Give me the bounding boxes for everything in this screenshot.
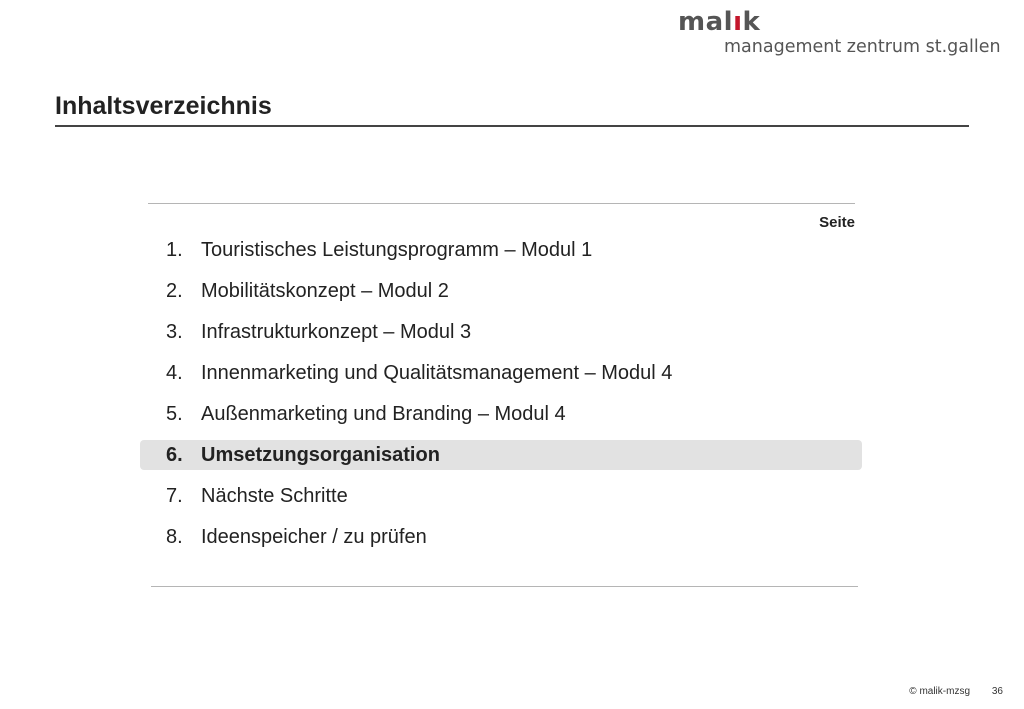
logo-wordmark-part: k — [742, 7, 761, 37]
toc-item-label: Außenmarketing und Branding – Modul 4 — [201, 403, 566, 425]
toc-item-number: 5. — [166, 403, 183, 425]
toc-item-label: Nächste Schritte — [201, 485, 348, 507]
toc-item-number: 1. — [166, 239, 183, 261]
toc-item-number: 8. — [166, 526, 183, 548]
toc-item[interactable] — [140, 276, 862, 306]
page-column-label: Seite — [819, 214, 855, 231]
toc-item-label: Innenmarketing und Qualitätsmanagement – Modul 4 — [201, 362, 673, 384]
toc-item[interactable] — [140, 358, 862, 388]
footer-page-number: 36 — [991, 686, 1003, 697]
table-of-contents — [140, 235, 862, 563]
toc-bottom-divider — [151, 586, 858, 587]
malik-logo — [672, 6, 1001, 58]
toc-item-label: Ideenspeicher / zu prüfen — [201, 526, 427, 548]
toc-item-label: Mobilitätskonzept – Modul 2 — [201, 280, 449, 302]
logo-wordmark-part: mal — [678, 7, 734, 37]
toc-item[interactable] — [140, 481, 862, 511]
toc-item-label: Touristisches Leistungsprogramm – Modul 1 — [201, 239, 593, 261]
logo-wordmark-accent: ı — [733, 7, 743, 37]
toc-item-number: 2. — [166, 280, 183, 302]
toc-item-label: Umsetzungsorganisation — [201, 444, 440, 466]
toc-item-number: 6. — [166, 444, 183, 466]
logo-subtitle: management zentrum st.gallen — [724, 37, 1001, 57]
title-divider — [55, 125, 969, 127]
toc-item-number: 7. — [166, 485, 183, 507]
toc-item[interactable] — [140, 317, 862, 347]
toc-item-label: Infrastrukturkonzept – Modul 3 — [201, 321, 472, 343]
logo-wordmark — [678, 6, 760, 38]
toc-item[interactable] — [140, 235, 862, 265]
page-title: Inhaltsverzeichnis — [55, 92, 272, 120]
toc-item-active[interactable] — [140, 440, 862, 470]
toc-item-number: 4. — [166, 362, 183, 384]
footer-copyright: © malik-mzsg — [909, 686, 970, 697]
toc-item[interactable] — [140, 522, 862, 552]
toc-top-divider — [148, 203, 855, 204]
toc-item[interactable] — [140, 399, 862, 429]
toc-item-number: 3. — [166, 321, 183, 343]
